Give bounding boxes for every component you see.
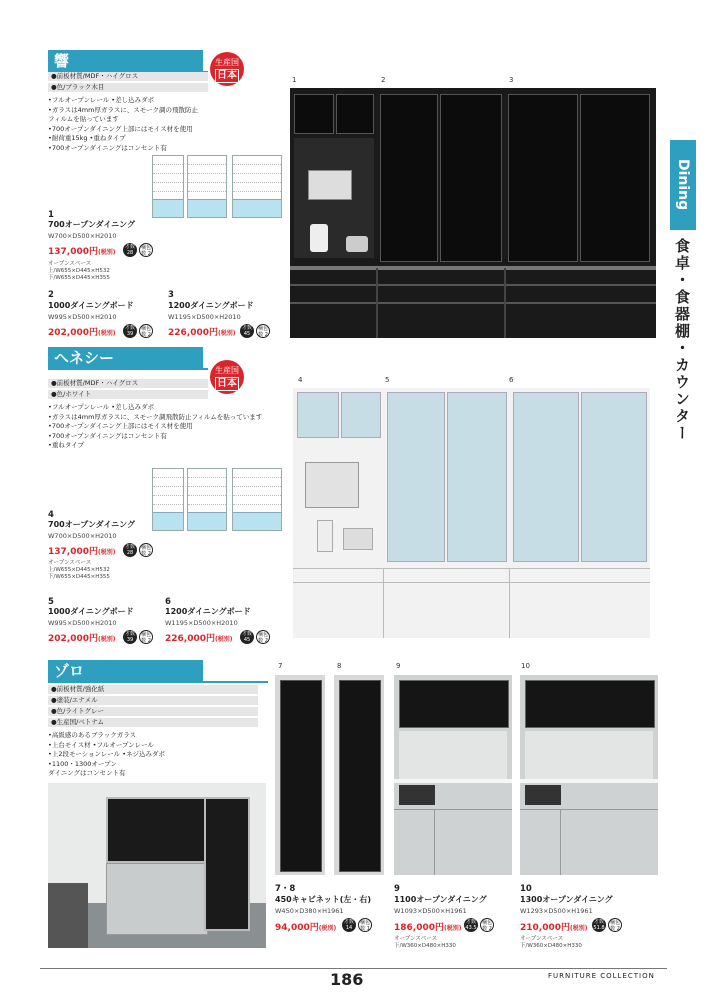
product-price: 202,000円(税別) xyxy=(48,634,116,644)
volume-badge: 才数 39 xyxy=(124,325,135,337)
photo-number: 5 xyxy=(385,376,390,384)
category-label: 食卓・食器棚・カウンター xyxy=(673,238,691,442)
product-dims: W450×D380×H1961 xyxy=(275,907,344,915)
volume-badge: 才数 45 xyxy=(241,325,252,337)
schematic-1000 xyxy=(187,155,227,218)
feature-list: •高級感のあるブラックガラス •上台モイス材 •フルオープンレール •上2段モーションレール •ネジ込みダボ •1100・1300オープン ダイニングはコンセント有 xyxy=(48,731,166,777)
product-name: 700オープンダイニング xyxy=(48,520,136,529)
spec-bar: ●生産国/ベトナム xyxy=(48,718,258,727)
schematic-700 xyxy=(152,468,184,531)
volume-badge: 才数 28 xyxy=(124,544,135,556)
photo-number: 6 xyxy=(509,376,514,384)
photo-number: 4 xyxy=(298,376,303,384)
package-badge: 梱包数 2 xyxy=(140,632,151,644)
schematic-1200 xyxy=(232,468,282,531)
hennessy-photo xyxy=(293,388,650,638)
footer-rule xyxy=(40,968,667,969)
volume-badge: 才数 43.5 xyxy=(465,919,477,931)
product-dims: W1093×D500×H1961 xyxy=(394,907,467,915)
item-number: 7・8 xyxy=(275,884,296,894)
brand-footer: FURNITURE COLLECTION xyxy=(548,972,655,980)
photo-number: 3 xyxy=(509,76,514,84)
item-number: 2 xyxy=(48,290,54,300)
product-price: 202,000円(税別) xyxy=(48,328,116,338)
feature-list: •フルオープンレール •差し込みダボ •ガラスは4mm厚ガラスに、スモーク調の飛散防止 フィルムを貼っています •700オープンダイニング上部にはモイス材を使用 •耐荷重15kg •重ねタイプ •700オープンダイニングはコンセント有 xyxy=(48,96,198,152)
item-number: 3 xyxy=(168,290,174,300)
page-number: 186 xyxy=(330,970,364,989)
section-rule xyxy=(48,681,268,683)
spec-bar: ●色/ライトグレー xyxy=(48,707,258,716)
product-price: 226,000円(税別) xyxy=(165,634,233,644)
product-dims: W1293×D500×H1961 xyxy=(520,907,593,915)
package-badge: 梱包数 2 xyxy=(609,920,620,932)
package-badge: 梱包数 2 xyxy=(140,326,151,338)
feature-list: •フルオープンレール •差し込みダボ •ガラスは4mm厚ガラスに、スモーク調飛散防止フィルムを貼っています •700オープンダイニング上部にはモイス材を使用 •700オープンダイニングはコンセント有 •重ねタイプ xyxy=(48,403,263,449)
open-space-info: オープンスペース 下/W360×D480×H330 xyxy=(394,936,456,949)
photo-number: 1 xyxy=(292,76,297,84)
product-dims: W1195×D500×H2010 xyxy=(168,313,241,321)
photo-number: 8 xyxy=(337,662,342,670)
item-number: 5 xyxy=(48,597,54,607)
spec-bar: ●色/ブラック木目 xyxy=(48,83,208,92)
product-dims: W995×D500×H2010 xyxy=(48,313,117,321)
package-badge: 梱包数 2 xyxy=(257,326,268,338)
hibiki-photo xyxy=(290,88,656,338)
product-price: 94,000円(税別) xyxy=(275,923,337,933)
product-price: 137,000円(税別) xyxy=(48,547,116,557)
open-dining-1100-photo xyxy=(394,675,512,875)
product-dims: W700×D500×H2010 xyxy=(48,232,117,240)
made-in-japan-seal: 生産国 日本 xyxy=(210,360,244,394)
open-space-info: オープンスペース 上/W655×D445×H532 下/W655×D445×H355 xyxy=(48,261,110,281)
volume-badge: 才数 14 xyxy=(343,919,354,931)
product-name: 1000ダイニングボード xyxy=(48,301,134,310)
made-in-japan-seal: 生産国 日本 xyxy=(210,52,244,86)
item-number: 9 xyxy=(394,884,400,894)
photo-number: 9 xyxy=(396,662,401,670)
spec-bar: ●前板材質/MDF・ハイグロス xyxy=(48,72,208,81)
product-price: 210,000円(税別) xyxy=(520,923,588,933)
product-price: 226,000円(税別) xyxy=(168,328,236,338)
section-title-zoro: ゾロ xyxy=(48,660,203,682)
spec-bar: ●色/ホワイト xyxy=(48,390,208,399)
cabinet-right-photo xyxy=(334,675,384,875)
open-space-info: オープンスペース 下/W360×D480×H330 xyxy=(520,936,582,949)
spec-bar: ●塗装/エナメル xyxy=(48,696,258,705)
volume-badge: 才数 51.8 xyxy=(593,919,605,931)
package-badge: 梱包数 2 xyxy=(140,245,151,257)
package-badge: 梱包数 2 xyxy=(257,632,268,644)
product-dims: W995×D500×H2010 xyxy=(48,619,117,627)
item-number: 10 xyxy=(520,884,532,894)
package-badge: 梱包数 1 xyxy=(359,920,370,932)
product-name: 1200ダイニングボード xyxy=(168,301,254,310)
photo-number: 2 xyxy=(381,76,386,84)
product-price: 137,000円(税別) xyxy=(48,247,116,257)
package-badge: 梱包数 2 xyxy=(140,545,151,557)
section-title-hennessy: ヘネシー xyxy=(48,347,203,369)
product-dims: W1195×D500×H2010 xyxy=(165,619,238,627)
zoro-room-photo xyxy=(48,783,266,948)
product-name: 1100オープンダイニング xyxy=(394,895,487,904)
product-name: 1300オープンダイニング xyxy=(520,895,613,904)
package-badge: 梱包数 2 xyxy=(481,920,492,932)
dining-tab[interactable]: Dining xyxy=(670,140,696,230)
schematic-1200 xyxy=(232,155,282,218)
cabinet-left-photo xyxy=(275,675,325,875)
open-space-info: オープンスペース 上/W655×D445×H532 下/W655×D445×H355 xyxy=(48,560,110,580)
volume-badge: 才数 45 xyxy=(241,631,252,643)
photo-number: 7 xyxy=(278,662,283,670)
item-number: 1 xyxy=(48,210,54,220)
section-title-hibiki: 響 xyxy=(48,50,203,72)
section-rule xyxy=(48,368,208,370)
volume-badge: 才数 39 xyxy=(124,631,135,643)
product-name: 700オープンダイニング xyxy=(48,220,136,229)
photo-number: 10 xyxy=(521,662,530,670)
item-number: 6 xyxy=(165,597,171,607)
open-dining-1300-photo xyxy=(520,675,658,875)
product-name: 1000ダイニングボード xyxy=(48,607,134,616)
item-number: 4 xyxy=(48,510,54,520)
spec-bar: ●前板材質/MDF・ハイグロス xyxy=(48,379,208,388)
schematic-700 xyxy=(152,155,184,218)
product-dims: W700×D500×H2010 xyxy=(48,532,117,540)
product-price: 186,000円(税別) xyxy=(394,923,462,933)
spec-bar: ●前板材質/強化紙 xyxy=(48,685,258,694)
schematic-1000 xyxy=(187,468,227,531)
product-name: 1200ダイニングボード xyxy=(165,607,251,616)
product-name: 450キャビネット(左・右) xyxy=(275,895,372,904)
volume-badge: 才数 28 xyxy=(124,244,135,256)
